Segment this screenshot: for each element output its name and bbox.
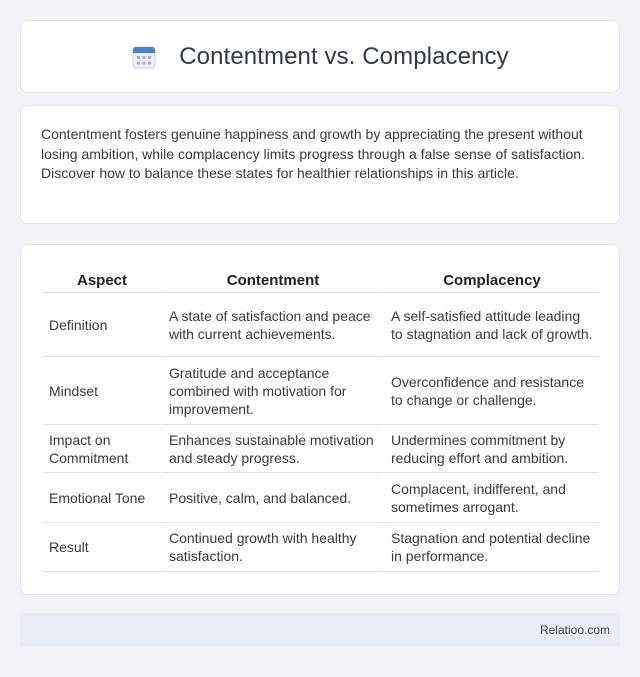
footer-brand-link[interactable]: Relatioo.com [539,622,610,637]
intro-card [20,105,620,224]
title-card [20,20,620,93]
contentment-cell: Positive, calm, and balanced. [161,473,383,523]
row-aspect-cell: Result [43,523,161,572]
row-aspect-cell: Impact on Commitment [43,425,161,473]
contentment-cell: A state of satisfaction and peace with current achievements. [161,293,383,357]
row-aspect-cell: Definition [43,293,161,357]
column-header-contentment: Contentment [161,266,383,293]
table-row [43,473,599,523]
complacency-cell: A self-satisfied attitude leading to stagnation and lack of growth. [383,293,599,357]
row-aspect-cell: Emotional Tone [43,473,161,523]
page-title: Contentment vs. Complacency [179,42,509,70]
table-row [43,425,599,473]
contentment-cell: Gratitude and acceptance combined with motivation for improvement. [161,357,383,425]
footer-bar [20,613,620,646]
complacency-cell: Stagnation and potential decline in performance. [383,523,599,572]
table-row [43,293,599,357]
column-header-complacency: Complacency [383,266,599,293]
complacency-cell: Complacent, indifferent, and sometimes arrogant. [383,473,599,523]
comparison-table [43,266,599,572]
row-aspect-cell: Mindset [43,357,161,425]
contentment-cell: Enhances sustainable motivation and steady progress. [161,425,383,473]
intro-paragraph: Contentment fosters genuine happiness and growth by appreciating the present without losing ambition, while complacency limits progress through a false sense of satisfaction. Discover how to balance these states for healthier relationships in this article. [41,126,585,181]
calendar-icon [131,44,157,70]
comparison-card [20,244,620,595]
table-header-row [43,266,599,293]
title-group [131,43,509,71]
complacency-cell: Overconfidence and resistance to change or challenge. [383,357,599,425]
table-row [43,523,599,572]
column-header-aspect: Aspect [43,266,161,293]
contentment-cell: Continued growth with healthy satisfaction. [161,523,383,572]
table-row [43,357,599,425]
complacency-cell: Undermines commitment by reducing effort and ambition. [383,425,599,473]
